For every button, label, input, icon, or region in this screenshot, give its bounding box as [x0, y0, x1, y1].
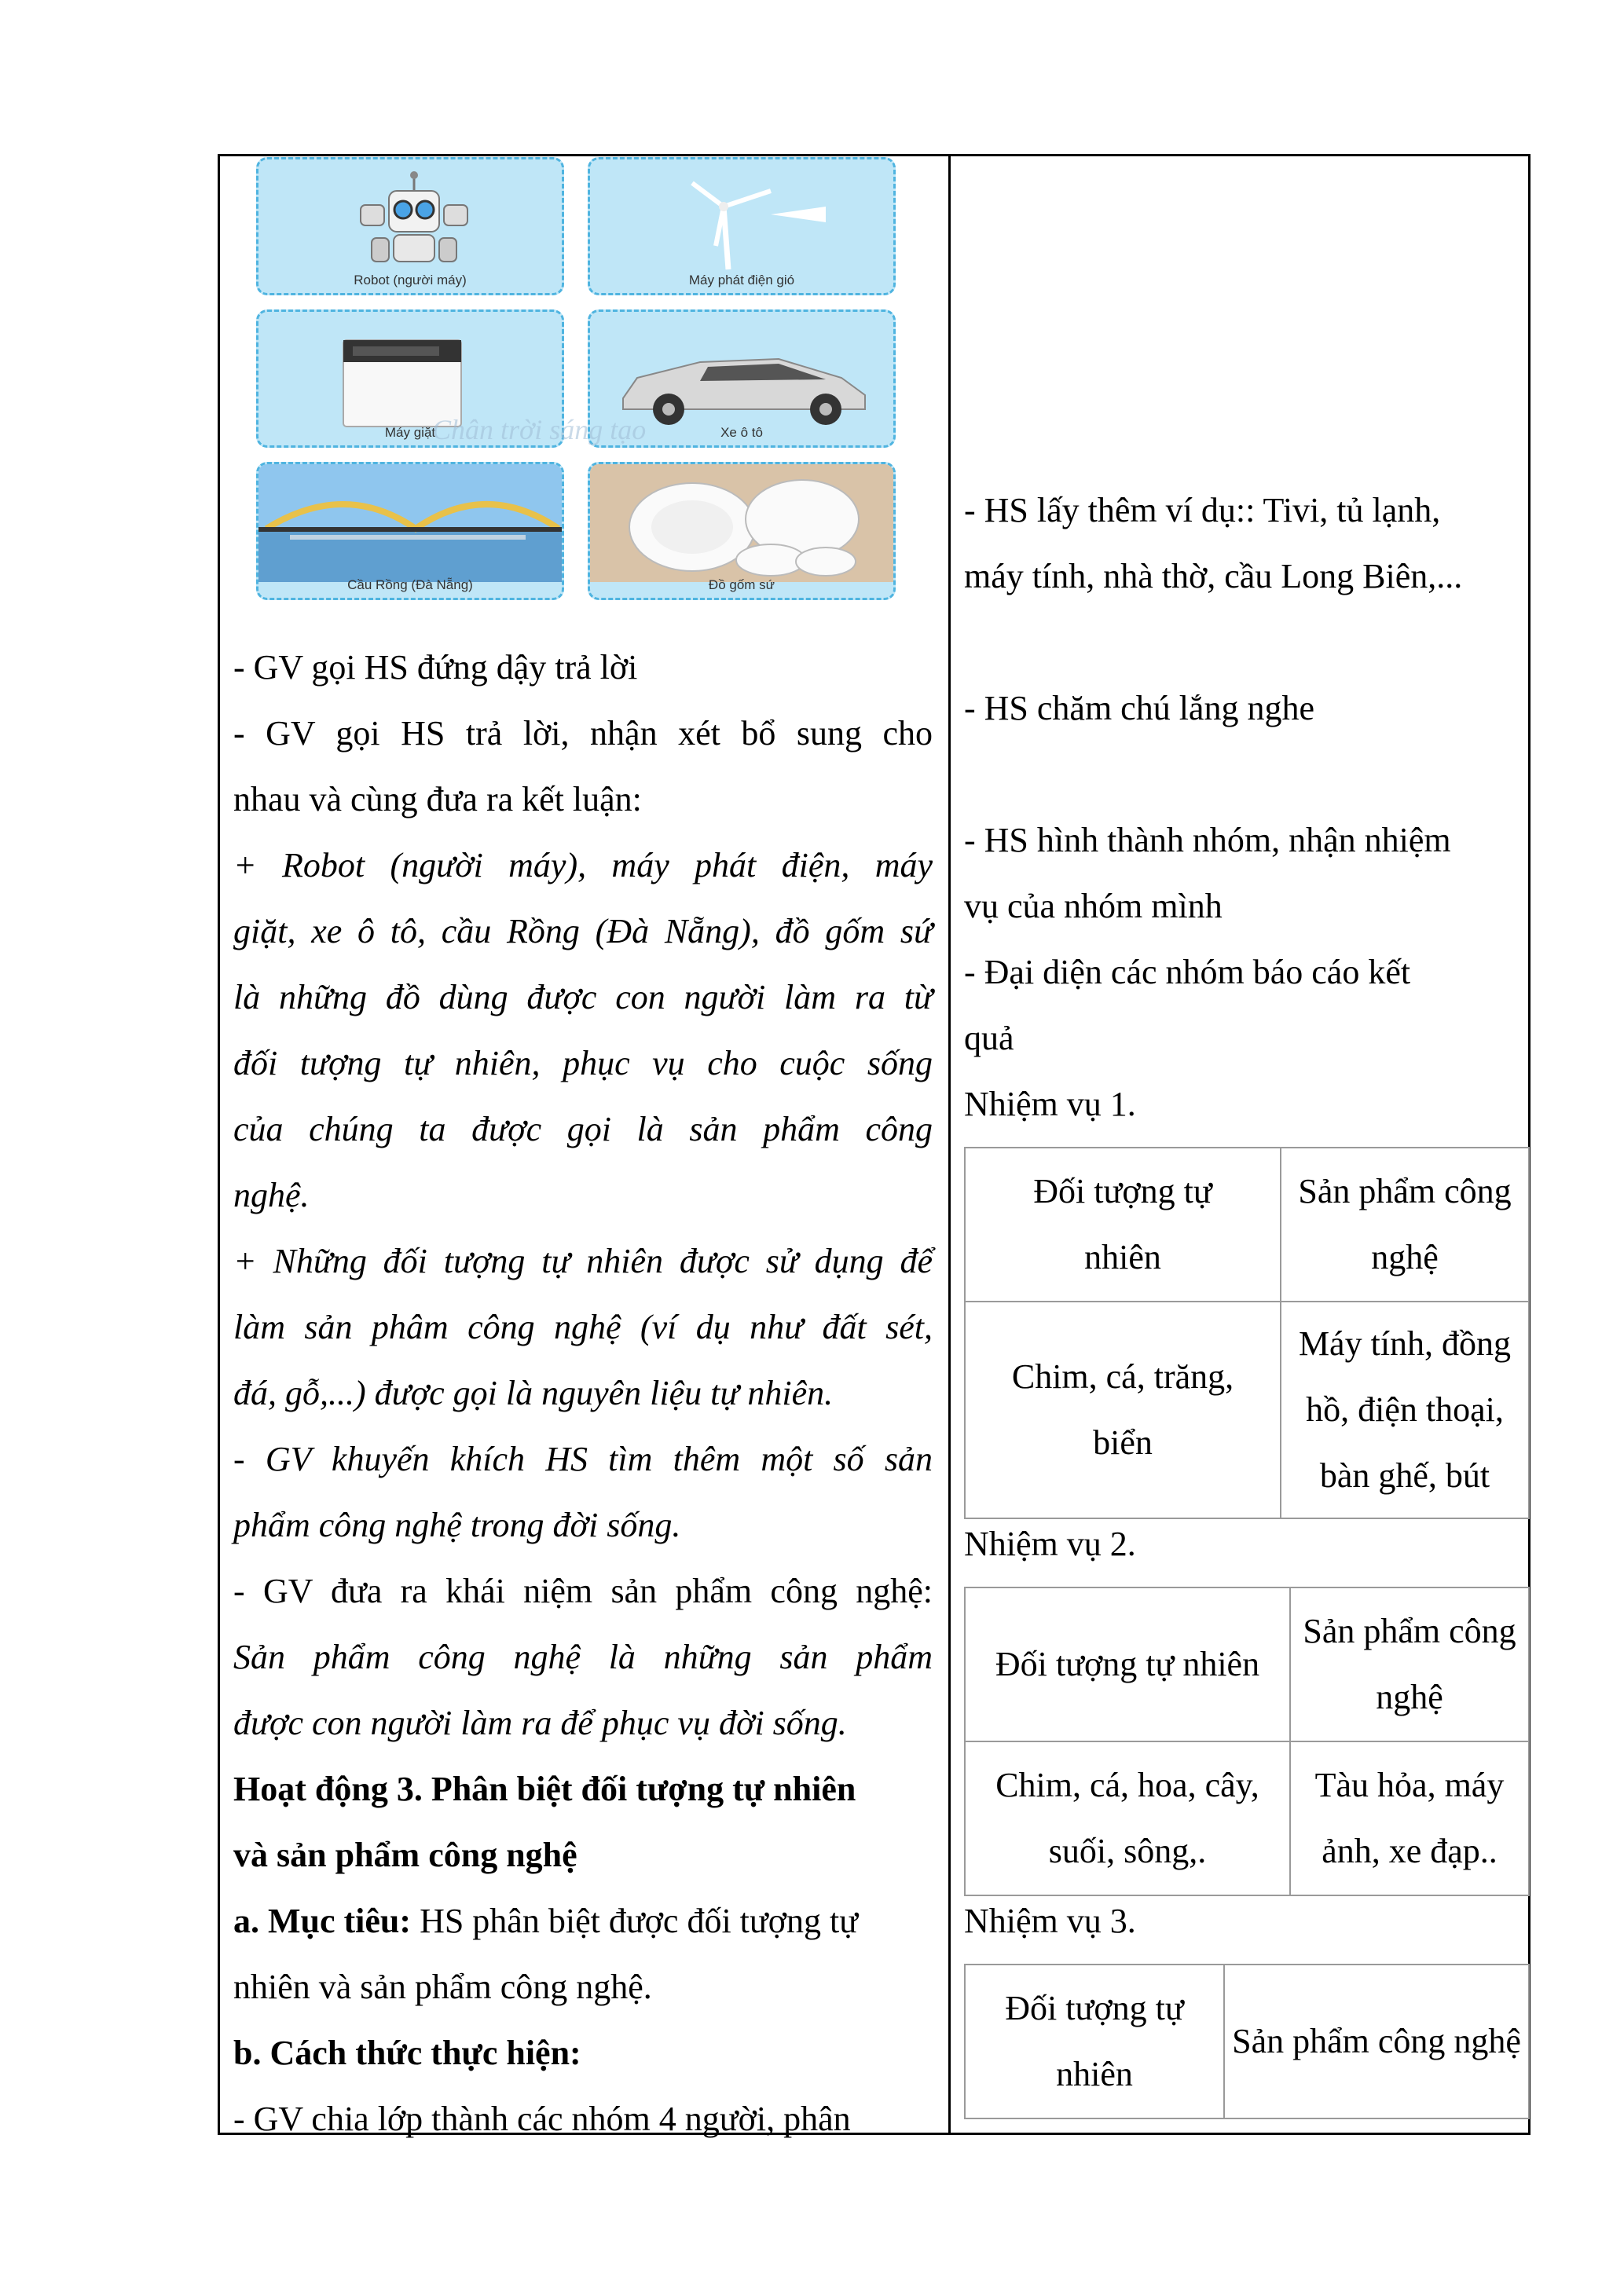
- text-line: Sản phẩm công nghệ là những sản phẩm: [233, 1638, 933, 1676]
- image-card-robot: [256, 157, 564, 295]
- image-card-wind-turbine: [588, 157, 896, 295]
- table-header-cell: Sản phẩm công nghệ: [1224, 1965, 1529, 2118]
- text-line: - Đại diện các nhóm báo cáo kết: [964, 953, 1411, 991]
- text-line: - GV gọi HS đứng dậy trả lời: [233, 648, 638, 687]
- text-line: [233, 1888, 933, 1954]
- text-line: giặt, xe ô tô, cầu Rồng (Đà Nẵng), đồ gốm sứ: [233, 912, 933, 950]
- text-line: nghệ.: [233, 1176, 310, 1214]
- method-heading: b. Cách thức thực hiện:: [233, 2034, 581, 2072]
- text-line: được con người làm ra để phục vụ đời sống.: [233, 1704, 847, 1742]
- image-card-bridge: [256, 462, 564, 600]
- task1-table: [964, 1147, 1530, 1519]
- text-line: nhiên và sản phẩm công nghệ.: [233, 1968, 652, 2006]
- text-line: phẩm công nghệ trong đời sống.: [233, 1506, 681, 1544]
- text-line: - GV chia lớp thành các nhóm 4 người, phân: [233, 2100, 851, 2138]
- objective-text: HS phân biệt được đối tượng tự: [411, 1902, 859, 1940]
- image-caption: Máy giặt: [384, 425, 436, 440]
- left-column: [233, 635, 933, 2152]
- image-caption: Cầu Rồng (Đà Nẵng): [347, 577, 473, 592]
- right-column-top: [964, 478, 1530, 1137]
- task-label: Nhiệm vụ 3.: [964, 1902, 1136, 1940]
- text-line: - GV khuyến khích HS tìm thêm một số sản: [233, 1440, 933, 1478]
- table-header-cell: Sản phẩm công nghệ: [1290, 1587, 1529, 1741]
- table-header-cell: Sản phẩm công nghệ: [1281, 1148, 1529, 1302]
- text-line: nhau và cùng đưa ra kết luận:: [233, 780, 642, 818]
- task2-table: [964, 1587, 1530, 1896]
- text-line: đối tượng tự nhiên, phục vụ cho cuộc sống: [233, 1044, 933, 1082]
- objective-label: a. Mục tiêu:: [233, 1902, 412, 1940]
- image-grid: [251, 154, 904, 610]
- image-caption: Đồ gốm sứ: [708, 577, 775, 592]
- text-line: - HS hình thành nhóm, nhận nhiệm: [964, 821, 1451, 859]
- image-card-plates: [588, 462, 896, 600]
- text-line: vụ của nhóm mình: [964, 887, 1223, 925]
- task-label: Nhiệm vụ 2.: [964, 1525, 1136, 1563]
- task-label: Nhiệm vụ 1.: [964, 1085, 1136, 1123]
- text-line: làm sản phâm công nghệ (ví dụ như đất sét,: [233, 1308, 933, 1346]
- text-line: - HS chăm chú lắng nghe: [964, 689, 1314, 727]
- table-cell: Chim, cá, trăng, biển: [965, 1302, 1281, 1518]
- activity-heading: Hoạt động 3. Phân biệt đối tượng tự nhiên: [233, 1770, 856, 1808]
- task3-table: [964, 1964, 1530, 2119]
- watermark: Chân trời sáng tạo: [432, 414, 647, 445]
- table-header-cell: Đối tượng tự nhiên: [965, 1965, 1224, 2118]
- text-line: - HS lấy thêm ví dụ:: Tivi, tủ lạnh,: [964, 491, 1441, 529]
- image-caption: Xe ô tô: [720, 425, 763, 440]
- table-cell: Chim, cá, hoa, cây, suối, sông,.: [965, 1741, 1290, 1895]
- table-header-cell: Đối tượng tự nhiên: [965, 1587, 1290, 1741]
- table-cell: Tàu hỏa, máy ảnh, xe đạp..: [1290, 1741, 1529, 1895]
- image-caption: Robot (người máy): [354, 273, 467, 287]
- text-line: là những đồ dùng được con người làm ra từ: [233, 978, 933, 1016]
- activity-heading: và sản phẩm công nghệ: [233, 1836, 577, 1874]
- text-line: - GV đưa ra khái niệm sản phẩm công nghệ:: [233, 1572, 933, 1610]
- text-line: - GV gọi HS trả lời, nhận xét bổ sung cho: [233, 714, 933, 753]
- image-caption: Máy phát điện gió: [688, 273, 795, 287]
- text-line: + Những đối tượng tự nhiên được sử dụng để: [233, 1242, 933, 1280]
- text-line: máy tính, nhà thờ, cầu Long Biên,...: [964, 557, 1463, 595]
- text-line: quả: [964, 1019, 1014, 1057]
- column-divider: [948, 154, 951, 2135]
- table-cell: Máy tính, đồng hồ, điện thoại, bàn ghế, bút: [1281, 1302, 1529, 1518]
- text-line: của chúng ta được gọi là sản phẩm công: [233, 1110, 933, 1148]
- text-line: đá, gỗ,...) được gọi là nguyên liệu tự nhiên.: [233, 1374, 834, 1412]
- text-line: + Robot (người máy), máy phát điện, máy: [233, 846, 933, 884]
- table-header-cell: Đối tượng tự nhiên: [965, 1148, 1281, 1302]
